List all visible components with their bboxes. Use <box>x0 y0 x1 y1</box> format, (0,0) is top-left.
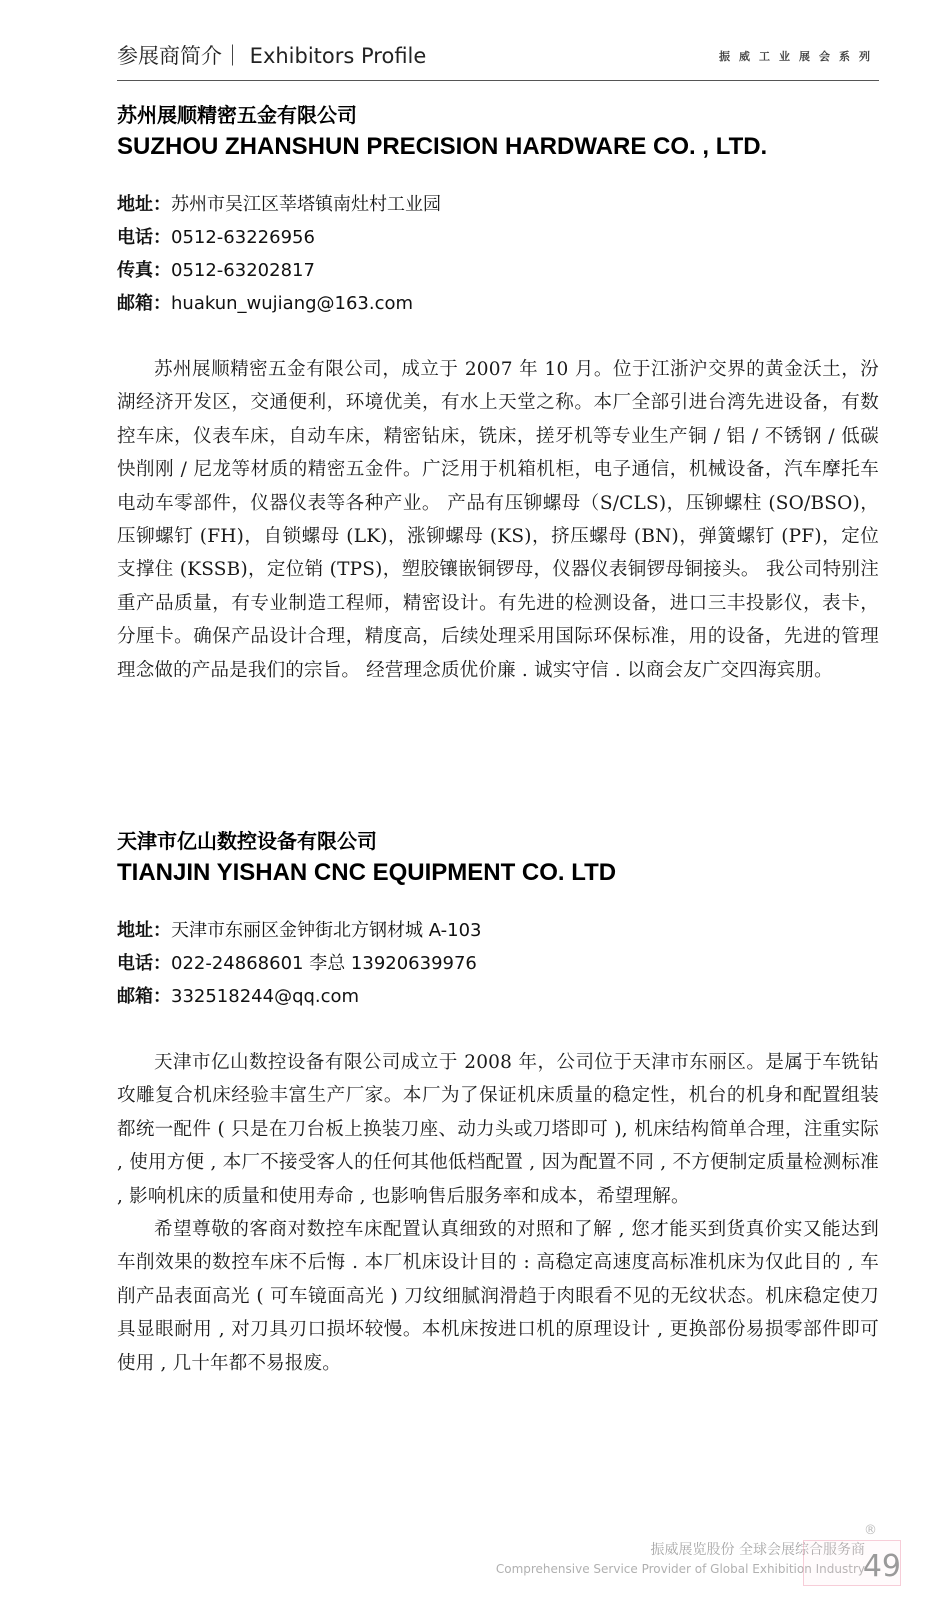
email-value: huakun_wujiang@163.com <box>171 293 414 314</box>
email-line <box>117 980 879 1013</box>
email-label: 邮箱： <box>117 293 171 314</box>
description-paragraph-1: 天津市亿山数控设备有限公司成立于 2008 年，公司位于天津市东丽区。是属于车铣钻攻雕复合机床经验丰富生产厂家。本厂为了保证机床质量的稳定性，机台的机身和配置组装都统一配件 ( 只是在刀台板上换装刀座、动力头或刀塔即可 ), 机床结构简单合理，注重实际 , 使用方便 , 本厂不接受客人的任何其他低档配置 , 因为配置不同 , 不方便制定质量检测标准 , 影响机床的质量和使用寿命 , 也影响售后服务率和成本，希望理解。 <box>117 1052 879 1207</box>
description-paragraph-2: 希望尊敬的客商对数控车床配置认真细致的对照和了解 , 您才能买到货真价实又能达到车削效果的数控车床不后悔 . 本厂机床设计目的 : 高稳定高速度高标准机床为仅此目的 , 车削产品表面高光 ( 可车镜面高光 ) 刀纹细腻润滑趋于肉眼看不见的无纹状态。机床稳定使刀具显眼耐用 , 对刀具刃口损坏较慢。本机床按进口机的原理设计 , 更换部份易损零部件即可使用 , 几十年都不易报废。 <box>117 1219 879 1374</box>
contact-block <box>117 914 879 1013</box>
footer-slogan-en: Comprehensive Service Provider of Global Exhibition Industry <box>495 1562 865 1576</box>
page-header <box>117 40 879 80</box>
series-title: 振威工业展会系列 <box>719 50 879 63</box>
company-name-cn: 苏州展顺精密五金有限公司 <box>117 103 357 127</box>
company-description <box>117 1046 879 1380</box>
phone-label: 电话： <box>117 227 171 248</box>
footer-slogan-cn: 振威展览股份 全球会展综合服务商 <box>650 1542 865 1558</box>
fax-line <box>117 254 879 287</box>
address-line <box>117 914 879 947</box>
address-value: 苏州市吴江区莘塔镇南灶村工业园 <box>171 194 441 215</box>
email-line <box>117 287 879 320</box>
phone-value: 0512-63226956 <box>171 227 315 248</box>
phone-label: 电话： <box>117 953 171 974</box>
company-profile-yishan <box>117 826 879 1380</box>
company-name-en: TIANJIN YISHAN CNC EQUIPMENT CO. LTD <box>117 859 617 886</box>
phone-line <box>117 221 879 254</box>
company-name-en: SUZHOU ZHANSHUN PRECISION HARDWARE CO. , LTD. <box>117 133 768 160</box>
address-line <box>117 188 879 221</box>
address-value: 天津市东丽区金钟街北方钢材城 A-103 <box>171 920 482 941</box>
description-paragraph: 苏州展顺精密五金有限公司，成立于 2007 年 10 月。位于江浙沪交界的黄金沃土，汾湖经济开发区，交通便利，环境优美，有水上天堂之称。本厂全部引进台湾先进设备，有数控车床，仪表车床，自动车床，精密钻床，铣床，搓牙机等专业生产铜 / 铝 / 不锈钢 / 低碳快削刚 / 尼龙等材质的精密五金件。广泛用于机箱机柜，电子通信，机械设备，汽车摩托车电动车零部件，仪器仪表等各种产业。 产品有压铆螺母（S/CLS)，压铆螺柱 (SO/BSO)，压铆螺钉 (FH)，自锁螺母 (LK)，涨铆螺母 (KS)，挤压螺母 (BN)，弹簧螺钉 (PF)，定位支撑住 (KSSB)，定位销 (TPS)，塑胶镶嵌铜锣母，仪器仪表铜锣母铜接头。 我公司特别注重产品质量，有专业制造工程师，精密设计。有先进的检测设备，进口三丰投影仪，表卡，分厘卡。确保产品设计合理，精度高，后续处理采用国际环保标准，用的设备，先进的管理理念做的产品是我们的宗旨。 经营理念质优价廉 . 诚实守信 . 以商会友广交四海宾朋。 <box>117 359 879 681</box>
email-label: 邮箱： <box>117 986 171 1007</box>
fax-value: 0512-63202817 <box>171 260 315 281</box>
company-profile-zhanshun <box>117 100 879 687</box>
fax-label: 传真： <box>117 260 171 281</box>
header-divider <box>117 80 879 81</box>
section-title: 参展商简介｜ Exhibitors Profile <box>117 44 427 68</box>
email-value: 332518244@qq.com <box>171 986 360 1007</box>
company-name-cn: 天津市亿山数控设备有限公司 <box>117 829 377 853</box>
address-label: 地址： <box>117 194 171 215</box>
page-number: 49 <box>862 1549 901 1584</box>
company-description <box>117 353 879 687</box>
registered-mark: ® <box>864 1523 877 1538</box>
address-label: 地址： <box>117 920 171 941</box>
phone-line <box>117 947 879 980</box>
contact-block <box>117 188 879 320</box>
phone-value: 022-24868601 李总 13920639976 <box>171 953 477 974</box>
